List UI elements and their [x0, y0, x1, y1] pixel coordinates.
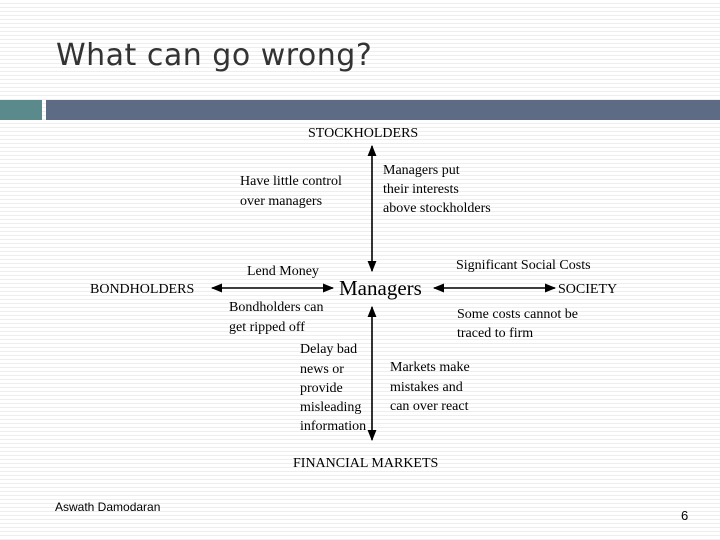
label-costs-traced-line2: traced to firm: [457, 326, 534, 341]
label-markets-mistakes-line3: can over react: [390, 399, 469, 414]
label-costs-traced-line1: Some costs cannot be: [457, 307, 578, 322]
label-lend-money: Lend Money: [247, 264, 319, 279]
label-delay-news-line4: misleading: [300, 400, 362, 415]
page-number: 6: [681, 508, 689, 523]
label-markets-mistakes-line1: Markets make: [390, 360, 470, 375]
label-bond-ripped-line2: get ripped off: [229, 320, 305, 335]
label-social-costs: Significant Social Costs: [456, 258, 591, 273]
label-stock-right-line2: their interests: [383, 182, 459, 197]
node-financial-markets: FINANCIAL MARKETS: [293, 456, 439, 471]
node-bondholders: BONDHOLDERS: [90, 282, 195, 297]
node-stockholders: STOCKHOLDERS: [308, 126, 419, 141]
label-delay-news-line5: information: [300, 419, 367, 434]
label-bond-ripped-line1: Bondholders can: [229, 300, 324, 315]
label-delay-news-line2: news or: [300, 362, 344, 377]
footer-author: Aswath Damodaran: [55, 500, 161, 514]
node-managers: Managers: [339, 276, 422, 300]
slide-title: What can go wrong?: [56, 38, 373, 73]
node-society: SOCIETY: [558, 282, 618, 297]
label-stock-right-line3: above stockholders: [383, 201, 491, 216]
label-delay-news-line3: provide: [300, 381, 343, 396]
label-stock-left-line2: over managers: [240, 194, 323, 209]
label-delay-news-line1: Delay bad: [300, 342, 358, 357]
label-stock-left-line1: Have little control: [240, 174, 342, 189]
label-markets-mistakes-line2: mistakes and: [390, 380, 463, 395]
label-stock-right-line1: Managers put: [383, 163, 460, 178]
